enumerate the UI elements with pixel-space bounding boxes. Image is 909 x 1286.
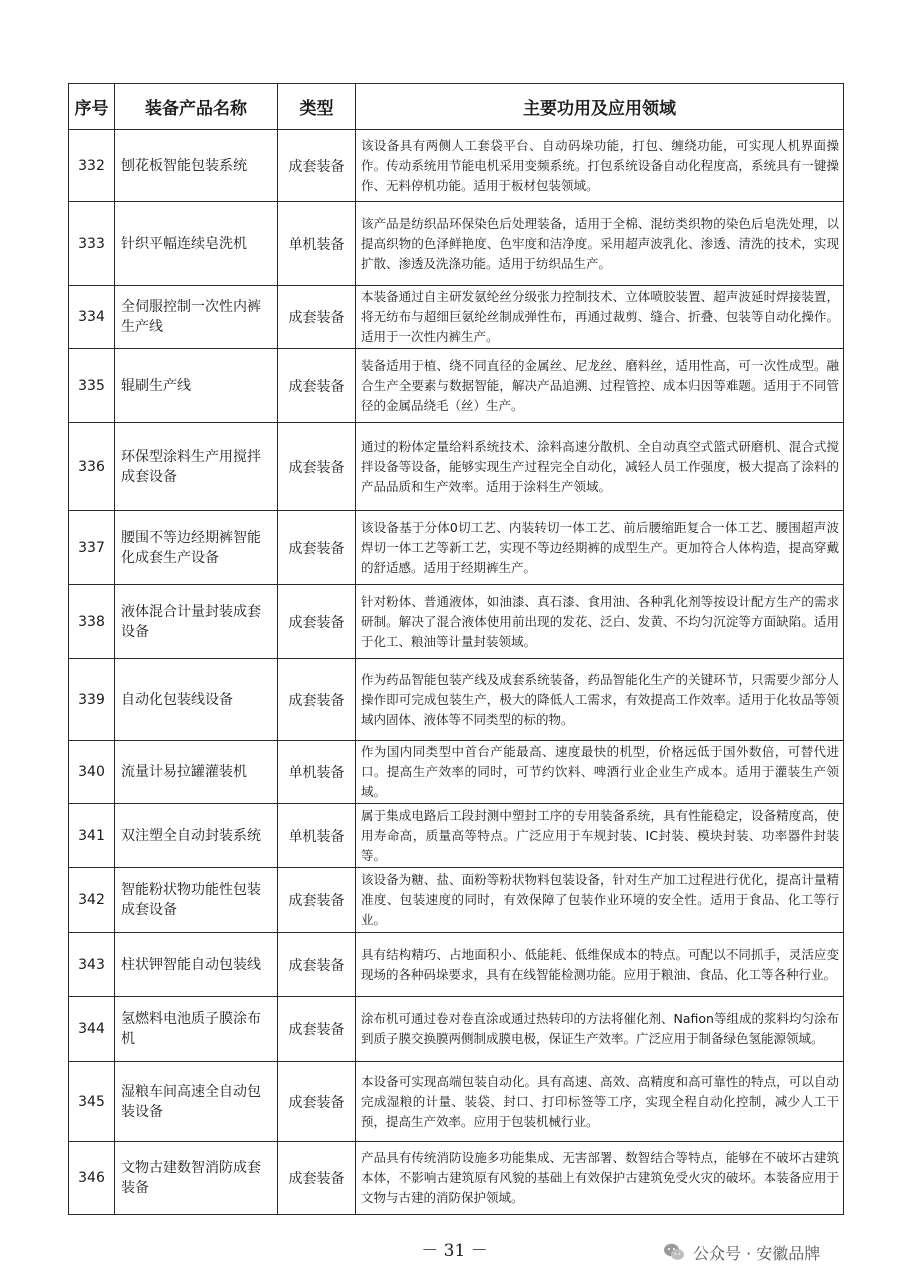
product-type: 成套装备 — [278, 349, 356, 423]
product-type: 成套装备 — [278, 933, 356, 997]
product-type: 成套装备 — [278, 286, 356, 349]
row-number: 342 — [69, 868, 115, 933]
product-name: 自动化包装线设备 — [115, 659, 278, 741]
row-number: 333 — [69, 202, 115, 286]
table-row — [69, 997, 844, 1062]
wechat-icon — [662, 1240, 686, 1264]
table-row — [69, 1142, 844, 1215]
header-type: 类型 — [278, 84, 356, 130]
page-number: － 31 － — [421, 1241, 488, 1261]
table-row — [69, 286, 844, 349]
table-row — [69, 659, 844, 741]
product-type: 单机装备 — [278, 741, 356, 804]
product-type: 成套装备 — [278, 130, 356, 202]
product-name: 双注塑全自动封装系统 — [115, 804, 278, 868]
product-type: 成套装备 — [278, 423, 356, 511]
product-type: 单机装备 — [278, 202, 356, 286]
table-row — [69, 1062, 844, 1142]
product-name: 柱状钾智能自动包装线 — [115, 933, 278, 997]
row-number: 341 — [69, 804, 115, 868]
header-no: 序号 — [69, 84, 115, 130]
product-name: 流量计易拉罐灌装机 — [115, 741, 278, 804]
header-name: 装备产品名称 — [115, 84, 278, 130]
product-description: 该产品是纺织品环保染色后处理装备，适用于全棉、混纺类织物的染色后皂洗处理，以提高织物的色泽鲜艳度、色牢度和洁净度。采用超声波乳化、渗透、清洗的技术，实现扩散、渗透及洗涤功能。适用于纺织品生产。 — [356, 202, 844, 286]
equipment-table — [68, 83, 844, 1215]
product-description: 通过的粉体定量给料系统技术、涂料高速分散机、全自动真空式篮式研磨机、混合式搅拌设备等设备，能够实现生产过程完全自动化，减轻人员工作强度，极大提高了涂料的产品品质和生产效率。适用于涂料生产领域。 — [356, 423, 844, 511]
product-type: 成套装备 — [278, 511, 356, 585]
table-row — [69, 585, 844, 659]
product-description: 该设备具有两侧人工套袋平台、自动码垛功能，打包、缠绕功能，可实现人机界面操作。传动系统用节能电机采用变频系统。打包系统设备自动化程度高，系统具有一键操作、无料停机功能。适用于板材包装领域。 — [356, 130, 844, 202]
product-description: 涂布机可通过卷对卷直涂或通过热转印的方法将催化剂、Nafion等组成的浆料均匀涂布到质子膜交换膜两侧制成膜电极，保证生产效率。广泛应用于制备绿色氢能源领域。 — [356, 997, 844, 1062]
product-type: 成套装备 — [278, 1062, 356, 1142]
row-number: 334 — [69, 286, 115, 349]
product-name: 刨花板智能包装系统 — [115, 130, 278, 202]
product-type: 成套装备 — [278, 659, 356, 741]
table-row — [69, 868, 844, 933]
product-type: 成套装备 — [278, 868, 356, 933]
product-type: 单机装备 — [278, 804, 356, 868]
product-type: 成套装备 — [278, 1142, 356, 1215]
header-desc: 主要功用及应用领域 — [356, 84, 844, 130]
table-row — [69, 804, 844, 868]
product-description: 本设备可实现高端包装自动化。具有高速、高效、高精度和高可靠性的特点，可以自动完成湿粮的计量、装袋、封口、打印标签等工序，实现全程自动化控制，减少人工干预，提高生产效率。应用于包装机械行业。 — [356, 1062, 844, 1142]
product-description: 作为国内同类型中首台产能最高、速度最快的机型，价格远低于国外数倍，可替代进口。提高生产效率的同时，可节约饮料、啤酒行业企业生产成本。适用于灌装生产领域。 — [356, 741, 844, 804]
watermark-text: 公众号 · 安徽品牌 — [693, 1243, 821, 1263]
product-description: 属于集成电路后工段封测中塑封工序的专用装备系统，具有性能稳定，设备精度高，使用寿命高，质量高等特点。广泛应用于车规封装、IC封装、模块封装、功率器件封装等。 — [356, 804, 844, 868]
table-row — [69, 933, 844, 997]
product-description: 产品具有传统消防设施多功能集成、无害部署、数智结合等特点，能够在不破坏古建筑本体，不影响古建筑原有风貌的基础上有效保护古建筑免受火灾的破坏。本装备应用于文物与古建的消防保护领域。 — [356, 1142, 844, 1215]
row-number: 340 — [69, 741, 115, 804]
product-name: 腰围不等边经期裤智能化成套生产设备 — [115, 511, 278, 585]
row-number: 345 — [69, 1062, 115, 1142]
watermark — [662, 1237, 820, 1267]
row-number: 335 — [69, 349, 115, 423]
row-number: 346 — [69, 1142, 115, 1215]
row-number: 344 — [69, 997, 115, 1062]
row-number: 332 — [69, 130, 115, 202]
product-name: 氢燃料电池质子膜涂布机 — [115, 997, 278, 1062]
table-row — [69, 741, 844, 804]
product-name: 针织平幅连续皂洗机 — [115, 202, 278, 286]
product-description: 本装备通过自主研发氨纶丝分级张力控制技术、立体喷胶装置、超声波延时焊接装置，将无纺布与超细巨氨纶丝制成弹性布，再通过裁剪、缝合、折叠、包装等自动化操作。适用于一次性内裤生产。 — [356, 286, 844, 349]
product-name: 智能粉状物功能性包装成套设备 — [115, 868, 278, 933]
product-name: 全伺服控制一次性内裤生产线 — [115, 286, 278, 349]
product-type: 成套装备 — [278, 997, 356, 1062]
product-description: 作为药品智能包装产线及成套系统装备，药品智能化生产的关键环节，只需要少部分人操作即可完成包装生产，极大的降低人工需求，有效提高工作效率。适用于化妆品等领域内固体、液体等不同类型的标的物。 — [356, 659, 844, 741]
product-name: 湿粮车间高速全自动包装设备 — [115, 1062, 278, 1142]
product-description: 该设备基于分体0切工艺、内装转切一体工艺、前后腰缩距复合一体工艺、腰围超声波焊切一体工艺等新工艺，实现不等边经期裤的成型生产。更加符合人体构造，提高穿戴的舒适感。适用于经期裤生产。 — [356, 511, 844, 585]
product-type: 成套装备 — [278, 585, 356, 659]
row-number: 339 — [69, 659, 115, 741]
row-number: 343 — [69, 933, 115, 997]
table-row — [69, 130, 844, 202]
row-number: 337 — [69, 511, 115, 585]
table-row — [69, 423, 844, 511]
product-name: 辊刷生产线 — [115, 349, 278, 423]
product-name: 环保型涂料生产用搅拌成套设备 — [115, 423, 278, 511]
product-description: 该设备为糖、盐、面粉等粉状物料包装设备，针对生产加工过程进行优化，提高计量精准度、包装速度的同时，有效保障了包装作业环境的安全性。适用于食品、化工等行业。 — [356, 868, 844, 933]
row-number: 338 — [69, 585, 115, 659]
row-number: 336 — [69, 423, 115, 511]
product-description: 装备适用于植、绕不同直径的金属丝、尼龙丝、磨料丝，适用性高，可一次性成型。融合生产全要素与数据智能，解决产品追溯、过程管控、成本归因等难题。适用于不同管径的金属品绕毛（丝）生产。 — [356, 349, 844, 423]
table-row — [69, 349, 844, 423]
product-description: 具有结构精巧、占地面积小、低能耗、低维保成本的特点。可配以不同抓手，灵活应变现场的各种码垛要求，具有在线智能检测功能。应用于粮油、食品、化工等各种行业。 — [356, 933, 844, 997]
table-header-row — [69, 84, 844, 130]
table-row — [69, 511, 844, 585]
product-name: 液体混合计量封装成套设备 — [115, 585, 278, 659]
product-name: 文物古建数智消防成套装备 — [115, 1142, 278, 1215]
table-row — [69, 202, 844, 286]
product-description: 针对粉体、普通液体，如油漆、真石漆、食用油、各种乳化剂等按设计配方生产的需求研制。解决了混合液体使用前出现的发花、泛白、发黄、不均匀沉淀等方面缺陷。适用于化工、粮油等计量封装领域。 — [356, 585, 844, 659]
